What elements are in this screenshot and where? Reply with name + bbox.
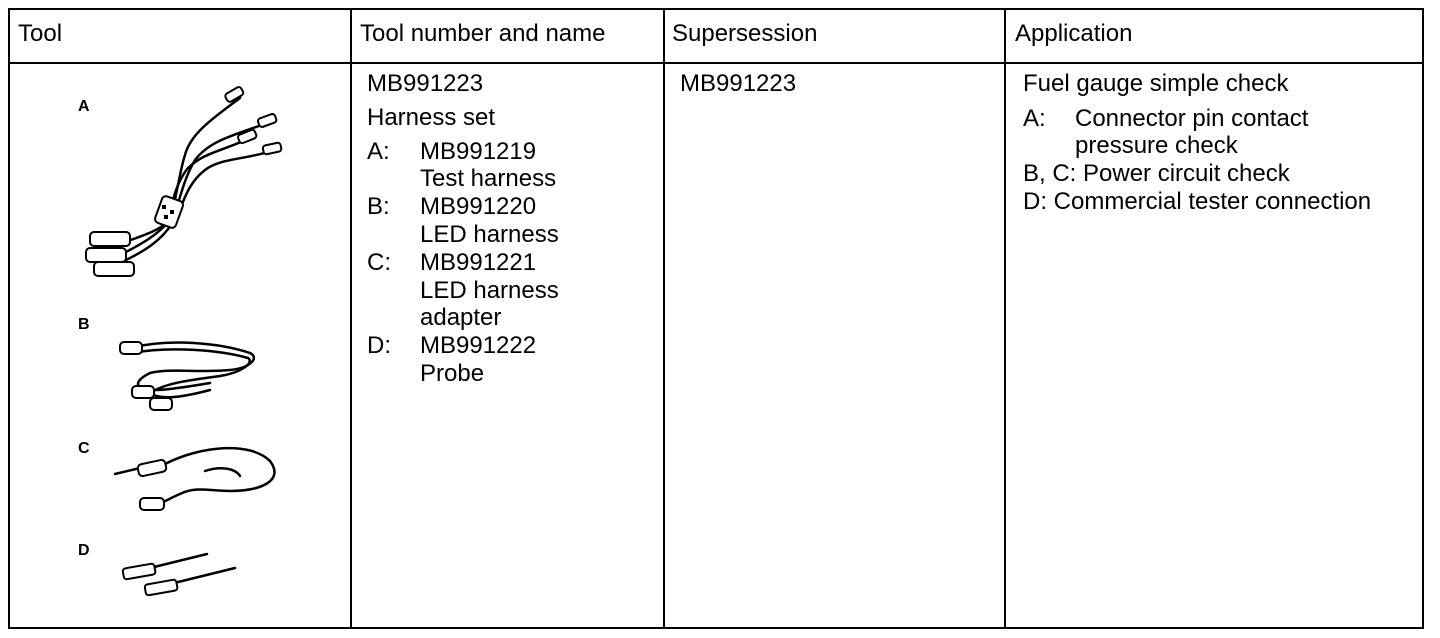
tool-label-c: C <box>78 440 90 457</box>
tool-label-b: B <box>78 316 90 333</box>
item-a-number: MB991219 <box>420 138 537 165</box>
item-d-number: MB991222 <box>420 332 537 359</box>
header-supersession: Supersession <box>672 20 818 47</box>
harness-set-icon <box>70 80 290 280</box>
led-harness-adapter-icon <box>110 436 290 516</box>
application-a-line2: pressure check <box>1075 132 1238 159</box>
header-divider <box>10 62 1422 64</box>
tool-label-d: D <box>78 542 90 559</box>
column-divider <box>350 10 352 627</box>
item-b-letter: B: <box>367 193 390 220</box>
led-harness-icon <box>110 328 270 418</box>
item-a-name: Test harness <box>420 165 557 192</box>
application-d: D: Commercial tester connection <box>1023 188 1372 215</box>
application-title: Fuel gauge simple check <box>1023 70 1289 97</box>
item-b-number: MB991220 <box>420 193 537 220</box>
main-tool-number: MB991223 <box>367 70 484 97</box>
header-application: Application <box>1015 20 1133 47</box>
header-tool: Tool <box>18 20 63 47</box>
application-a-letter: A: <box>1023 105 1046 132</box>
item-c-name-line1: LED harness <box>420 277 559 304</box>
item-a-letter: A: <box>367 138 390 165</box>
application-a-line1: Connector pin contact <box>1075 105 1309 132</box>
header-tool-number-and-name: Tool number and name <box>360 20 606 47</box>
main-tool-name: Harness set <box>367 104 496 131</box>
supersession-value: MB991223 <box>680 70 797 97</box>
probe-icon <box>115 546 245 596</box>
item-c-name-line2: adapter <box>420 304 502 331</box>
item-d-name: Probe <box>420 360 485 387</box>
item-c-letter: C: <box>367 249 391 276</box>
column-divider <box>663 10 665 627</box>
item-d-letter: D: <box>367 332 391 359</box>
item-b-name: LED harness <box>420 221 559 248</box>
application-bc: B, C: Power circuit check <box>1023 160 1290 187</box>
column-divider <box>1004 10 1006 627</box>
tool-table <box>8 8 1424 629</box>
item-c-number: MB991221 <box>420 249 537 276</box>
tool-label-a: A <box>78 98 90 115</box>
